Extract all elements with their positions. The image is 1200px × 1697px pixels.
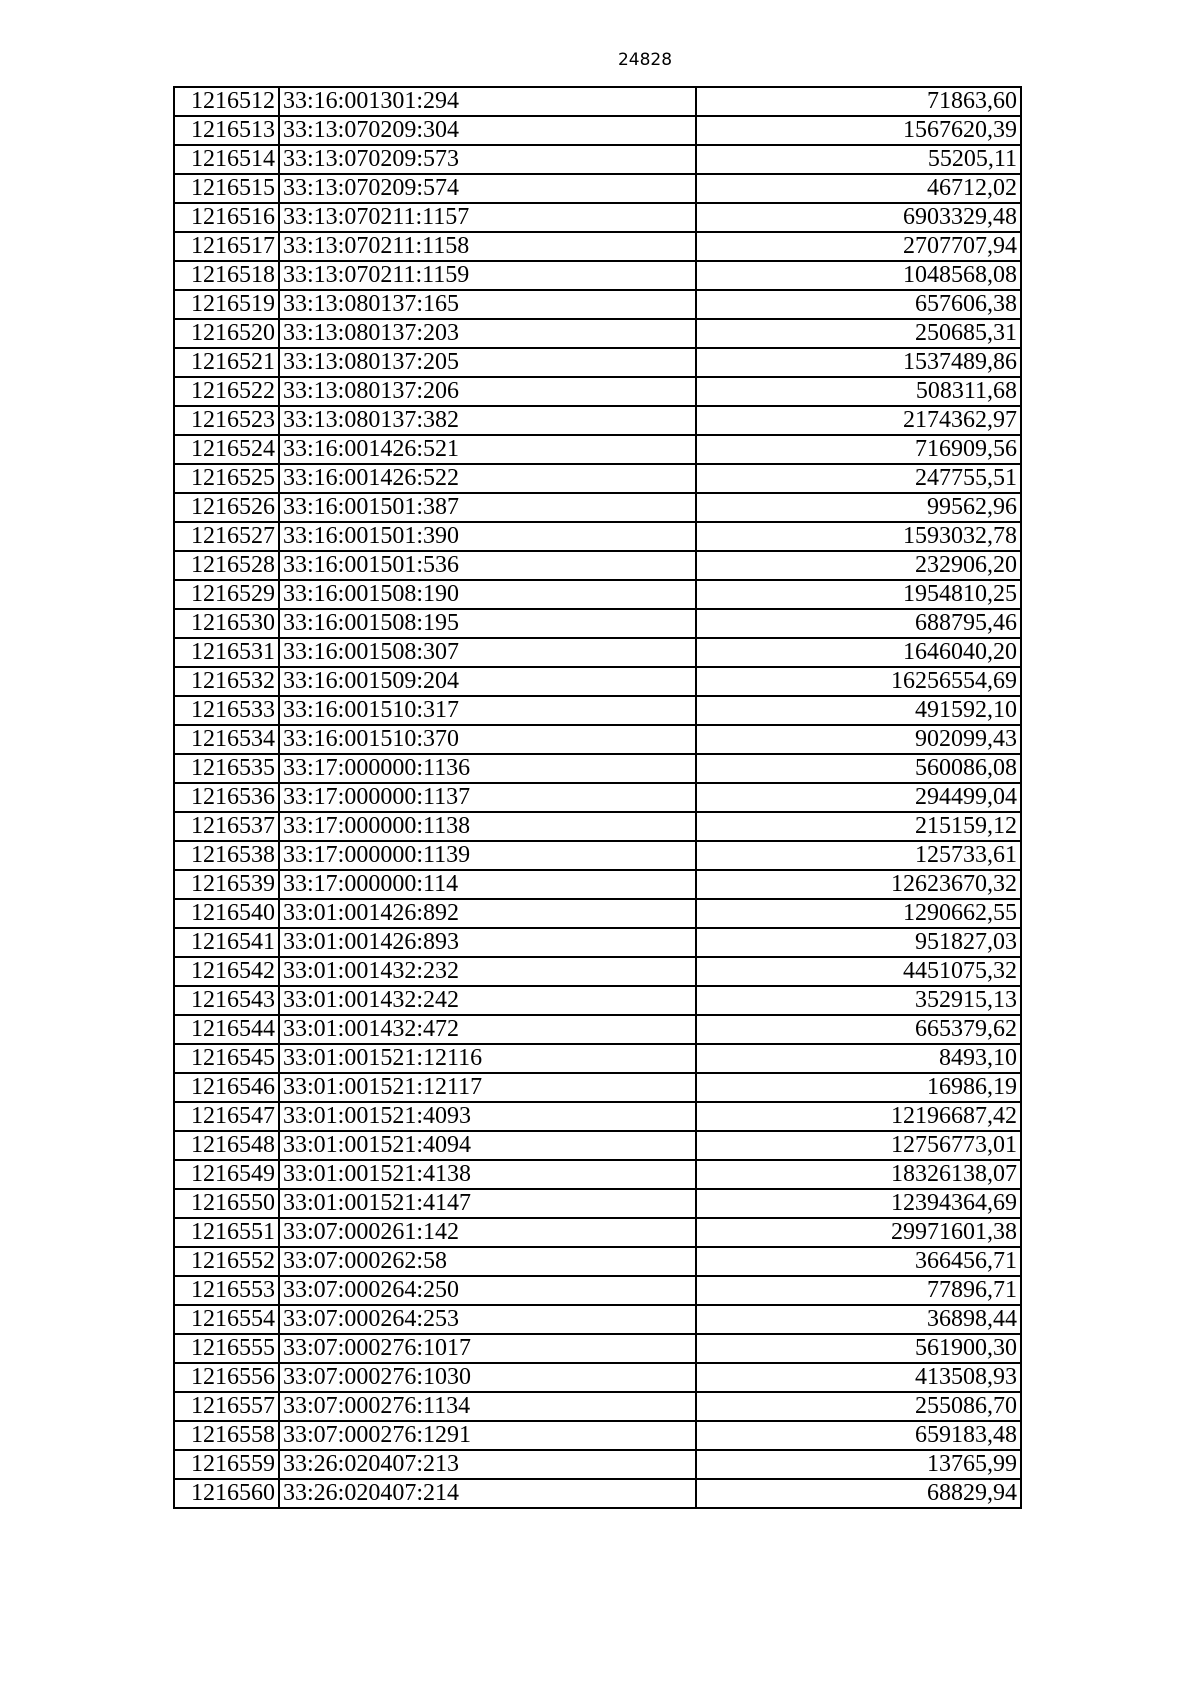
row-number-cell: 1216559	[174, 1450, 279, 1479]
cadastral-number-cell: 33:17:000000:1137	[279, 783, 696, 812]
value-cell: 13765,99	[696, 1450, 1021, 1479]
value-cell: 36898,44	[696, 1305, 1021, 1334]
row-number-cell: 1216551	[174, 1218, 279, 1247]
table-row	[174, 377, 1021, 406]
row-number-cell: 1216531	[174, 638, 279, 667]
cadastral-number-cell: 33:01:001521:4147	[279, 1189, 696, 1218]
table-row	[174, 696, 1021, 725]
table-row	[174, 1421, 1021, 1450]
value-cell: 1048568,08	[696, 261, 1021, 290]
cadastral-number-cell: 33:13:070211:1158	[279, 232, 696, 261]
row-number-cell: 1216560	[174, 1479, 279, 1508]
cadastral-number-cell: 33:16:001508:307	[279, 638, 696, 667]
cadastral-number-cell: 33:16:001426:521	[279, 435, 696, 464]
value-cell: 125733,61	[696, 841, 1021, 870]
table-row	[174, 870, 1021, 899]
value-cell: 6903329,48	[696, 203, 1021, 232]
value-cell: 12756773,01	[696, 1131, 1021, 1160]
table-row	[174, 87, 1021, 116]
cadastral-number-cell: 33:01:001521:12116	[279, 1044, 696, 1073]
value-cell: 1567620,39	[696, 116, 1021, 145]
value-cell: 657606,38	[696, 290, 1021, 319]
value-cell: 71863,60	[696, 87, 1021, 116]
row-number-cell: 1216512	[174, 87, 279, 116]
cadastral-number-cell: 33:01:001521:4138	[279, 1160, 696, 1189]
cadastral-number-cell: 33:07:000276:1030	[279, 1363, 696, 1392]
row-number-cell: 1216555	[174, 1334, 279, 1363]
cadastral-number-cell: 33:13:070209:574	[279, 174, 696, 203]
cadastral-number-cell: 33:16:001501:387	[279, 493, 696, 522]
cadastral-number-cell: 33:01:001521:4094	[279, 1131, 696, 1160]
row-number-cell: 1216554	[174, 1305, 279, 1334]
cadastral-number-cell: 33:16:001501:390	[279, 522, 696, 551]
row-number-cell: 1216525	[174, 464, 279, 493]
cadastral-number-cell: 33:17:000000:1139	[279, 841, 696, 870]
cadastral-number-cell: 33:26:020407:213	[279, 1450, 696, 1479]
value-cell: 352915,13	[696, 986, 1021, 1015]
value-cell: 255086,70	[696, 1392, 1021, 1421]
value-cell: 561900,30	[696, 1334, 1021, 1363]
table-row	[174, 812, 1021, 841]
value-cell: 12196687,42	[696, 1102, 1021, 1131]
table-row	[174, 1189, 1021, 1218]
cadastral-number-cell: 33:01:001432:232	[279, 957, 696, 986]
table-row	[174, 1102, 1021, 1131]
cadastral-number-cell: 33:07:000262:58	[279, 1247, 696, 1276]
row-number-cell: 1216536	[174, 783, 279, 812]
value-cell: 1537489,86	[696, 348, 1021, 377]
table-row	[174, 986, 1021, 1015]
value-cell: 902099,43	[696, 725, 1021, 754]
table-row	[174, 145, 1021, 174]
cadastral-number-cell: 33:16:001301:294	[279, 87, 696, 116]
table-row	[174, 1160, 1021, 1189]
table-row	[174, 1479, 1021, 1508]
value-cell: 366456,71	[696, 1247, 1021, 1276]
cadastral-number-cell: 33:16:001508:195	[279, 609, 696, 638]
cadastral-number-cell: 33:07:000261:142	[279, 1218, 696, 1247]
table-row	[174, 1015, 1021, 1044]
table-row	[174, 957, 1021, 986]
table-row	[174, 899, 1021, 928]
value-cell: 16256554,69	[696, 667, 1021, 696]
value-cell: 1593032,78	[696, 522, 1021, 551]
table-row	[174, 551, 1021, 580]
table-row	[174, 1044, 1021, 1073]
row-number-cell: 1216552	[174, 1247, 279, 1276]
cadastral-number-cell: 33:07:000276:1017	[279, 1334, 696, 1363]
table-row	[174, 203, 1021, 232]
cadastral-number-cell: 33:17:000000:114	[279, 870, 696, 899]
table-row	[174, 522, 1021, 551]
table-row	[174, 290, 1021, 319]
table-row	[174, 1334, 1021, 1363]
cadastral-number-cell: 33:26:020407:214	[279, 1479, 696, 1508]
row-number-cell: 1216542	[174, 957, 279, 986]
row-number-cell: 1216532	[174, 667, 279, 696]
cadastral-number-cell: 33:16:001510:370	[279, 725, 696, 754]
value-cell: 951827,03	[696, 928, 1021, 957]
cadastral-number-cell: 33:17:000000:1138	[279, 812, 696, 841]
value-cell: 99562,96	[696, 493, 1021, 522]
table-row	[174, 493, 1021, 522]
table-row	[174, 435, 1021, 464]
row-number-cell: 1216513	[174, 116, 279, 145]
row-number-cell: 1216556	[174, 1363, 279, 1392]
row-number-cell: 1216524	[174, 435, 279, 464]
table-row	[174, 232, 1021, 261]
value-cell: 413508,93	[696, 1363, 1021, 1392]
row-number-cell: 1216517	[174, 232, 279, 261]
row-number-cell: 1216526	[174, 493, 279, 522]
cadastral-number-cell: 33:01:001432:242	[279, 986, 696, 1015]
row-number-cell: 1216538	[174, 841, 279, 870]
value-cell: 68829,94	[696, 1479, 1021, 1508]
cadastral-number-cell: 33:01:001432:472	[279, 1015, 696, 1044]
value-cell: 55205,11	[696, 145, 1021, 174]
table-row	[174, 928, 1021, 957]
cadastral-number-cell: 33:13:070209:304	[279, 116, 696, 145]
cadastral-number-cell: 33:16:001510:317	[279, 696, 696, 725]
row-number-cell: 1216534	[174, 725, 279, 754]
table-row	[174, 1218, 1021, 1247]
table-row	[174, 116, 1021, 145]
row-number-cell: 1216520	[174, 319, 279, 348]
row-number-cell: 1216558	[174, 1421, 279, 1450]
row-number-cell: 1216545	[174, 1044, 279, 1073]
page-number: 24828	[617, 50, 673, 70]
value-cell: 12394364,69	[696, 1189, 1021, 1218]
table-row	[174, 319, 1021, 348]
table-row	[174, 1392, 1021, 1421]
cadastral-number-cell: 33:07:000276:1291	[279, 1421, 696, 1450]
row-number-cell: 1216523	[174, 406, 279, 435]
cadastral-number-cell: 33:01:001426:892	[279, 899, 696, 928]
table-row	[174, 1247, 1021, 1276]
cadastral-number-cell: 33:16:001426:522	[279, 464, 696, 493]
cadastral-number-cell: 33:13:070211:1159	[279, 261, 696, 290]
value-cell: 716909,56	[696, 435, 1021, 464]
value-cell: 16986,19	[696, 1073, 1021, 1102]
value-cell: 491592,10	[696, 696, 1021, 725]
value-cell: 18326138,07	[696, 1160, 1021, 1189]
row-number-cell: 1216528	[174, 551, 279, 580]
table-row	[174, 609, 1021, 638]
value-cell: 560086,08	[696, 754, 1021, 783]
cadastral-number-cell: 33:07:000264:253	[279, 1305, 696, 1334]
cadastral-number-cell: 33:13:070209:573	[279, 145, 696, 174]
row-number-cell: 1216539	[174, 870, 279, 899]
row-number-cell: 1216537	[174, 812, 279, 841]
cadastral-number-cell: 33:07:000276:1134	[279, 1392, 696, 1421]
value-cell: 232906,20	[696, 551, 1021, 580]
table-row	[174, 841, 1021, 870]
cadastral-number-cell: 33:13:080137:165	[279, 290, 696, 319]
value-cell: 8493,10	[696, 1044, 1021, 1073]
table-body	[174, 87, 1021, 1508]
cadastral-number-cell: 33:01:001521:12117	[279, 1073, 696, 1102]
row-number-cell: 1216519	[174, 290, 279, 319]
row-number-cell: 1216543	[174, 986, 279, 1015]
cadastral-number-cell: 33:01:001426:893	[279, 928, 696, 957]
row-number-cell: 1216553	[174, 1276, 279, 1305]
value-cell: 12623670,32	[696, 870, 1021, 899]
row-number-cell: 1216557	[174, 1392, 279, 1421]
table-row	[174, 1073, 1021, 1102]
value-cell: 77896,71	[696, 1276, 1021, 1305]
row-number-cell: 1216544	[174, 1015, 279, 1044]
value-cell: 215159,12	[696, 812, 1021, 841]
value-cell: 1954810,25	[696, 580, 1021, 609]
value-cell: 2174362,97	[696, 406, 1021, 435]
row-number-cell: 1216530	[174, 609, 279, 638]
value-cell: 688795,46	[696, 609, 1021, 638]
cadastral-number-cell: 33:01:001521:4093	[279, 1102, 696, 1131]
value-cell: 659183,48	[696, 1421, 1021, 1450]
value-cell: 665379,62	[696, 1015, 1021, 1044]
value-cell: 4451075,32	[696, 957, 1021, 986]
row-number-cell: 1216515	[174, 174, 279, 203]
row-number-cell: 1216521	[174, 348, 279, 377]
row-number-cell: 1216522	[174, 377, 279, 406]
row-number-cell: 1216541	[174, 928, 279, 957]
value-cell: 294499,04	[696, 783, 1021, 812]
table-row	[174, 1131, 1021, 1160]
value-cell: 250685,31	[696, 319, 1021, 348]
row-number-cell: 1216547	[174, 1102, 279, 1131]
table-row	[174, 174, 1021, 203]
table-row	[174, 580, 1021, 609]
table-row	[174, 406, 1021, 435]
cadastral-number-cell: 33:13:080137:205	[279, 348, 696, 377]
row-number-cell: 1216529	[174, 580, 279, 609]
table-row	[174, 1305, 1021, 1334]
cadastral-number-cell: 33:13:070211:1157	[279, 203, 696, 232]
row-number-cell: 1216527	[174, 522, 279, 551]
table-row	[174, 783, 1021, 812]
row-number-cell: 1216548	[174, 1131, 279, 1160]
table-row	[174, 725, 1021, 754]
cadastral-number-cell: 33:16:001509:204	[279, 667, 696, 696]
cadastral-number-cell: 33:13:080137:382	[279, 406, 696, 435]
table-row	[174, 1450, 1021, 1479]
row-number-cell: 1216549	[174, 1160, 279, 1189]
table-row	[174, 1363, 1021, 1392]
value-cell: 1646040,20	[696, 638, 1021, 667]
value-cell: 247755,51	[696, 464, 1021, 493]
row-number-cell: 1216535	[174, 754, 279, 783]
table-row	[174, 261, 1021, 290]
cadastral-number-cell: 33:16:001501:536	[279, 551, 696, 580]
value-cell: 46712,02	[696, 174, 1021, 203]
table-row	[174, 464, 1021, 493]
cadastral-number-cell: 33:13:080137:203	[279, 319, 696, 348]
row-number-cell: 1216533	[174, 696, 279, 725]
row-number-cell: 1216516	[174, 203, 279, 232]
row-number-cell: 1216546	[174, 1073, 279, 1102]
cadastral-number-cell: 33:16:001508:190	[279, 580, 696, 609]
row-number-cell: 1216540	[174, 899, 279, 928]
value-cell: 29971601,38	[696, 1218, 1021, 1247]
table-row	[174, 754, 1021, 783]
cadastral-number-cell: 33:13:080137:206	[279, 377, 696, 406]
value-cell: 2707707,94	[696, 232, 1021, 261]
table-row	[174, 667, 1021, 696]
table-row	[174, 348, 1021, 377]
table-row	[174, 1276, 1021, 1305]
value-cell: 508311,68	[696, 377, 1021, 406]
cadastral-number-cell: 33:17:000000:1136	[279, 754, 696, 783]
value-cell: 1290662,55	[696, 899, 1021, 928]
row-number-cell: 1216514	[174, 145, 279, 174]
row-number-cell: 1216550	[174, 1189, 279, 1218]
table-row	[174, 638, 1021, 667]
cadastral-number-cell: 33:07:000264:250	[279, 1276, 696, 1305]
cadastral-value-table	[173, 86, 1022, 1509]
row-number-cell: 1216518	[174, 261, 279, 290]
